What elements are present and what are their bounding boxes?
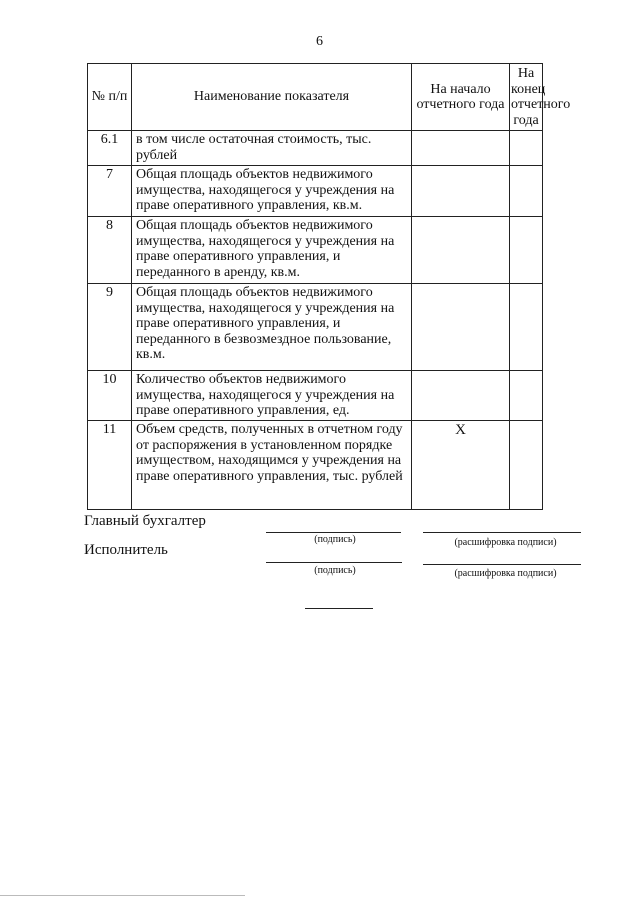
row-name: Общая площадь объектов недвижимого имущества, находящегося у учреждения на праве оперативного управления, кв.м. (132, 166, 412, 217)
executor-decoding-line (423, 564, 581, 565)
row-end-value (510, 371, 543, 421)
chief-accountant-decoding-line (423, 532, 581, 533)
chief-accountant-label: Главный бухгалтер (84, 513, 206, 529)
row-end-value (510, 421, 543, 510)
header-name: Наименование показателя (132, 64, 412, 131)
table-row (88, 166, 543, 217)
end-divider (305, 608, 373, 609)
executor-decoding-caption: (расшифровка подписи) (454, 568, 557, 579)
bottom-rule (0, 895, 245, 896)
row-end-value (510, 217, 543, 284)
header-end: На конец отчетного года (510, 64, 543, 131)
table-header-row (88, 64, 543, 131)
row-num: 6.1 (88, 131, 132, 166)
row-name: Объем средств, полученных в отчетном году от распоряжения в установленном порядке имуществом, находящимся у учреждения на праве оперативного управления, тыс. рублей (132, 421, 412, 510)
row-start-value (412, 371, 510, 421)
row-num: 9 (88, 284, 132, 371)
table-row (88, 421, 543, 510)
page-number: 6 (316, 34, 323, 49)
row-name: Общая площадь объектов недвижимого имущества, находящегося у учреждения на праве оперативного управления, и переданного в аренду, кв.м. (132, 217, 412, 284)
row-num: 11 (88, 421, 132, 510)
header-num: № п/п (88, 64, 132, 131)
row-name: Количество объектов недвижимого имущества, находящегося у учреждения на праве оперативного управления, ед. (132, 371, 412, 421)
chief-accountant-signature-line (266, 532, 401, 533)
header-start: На начало отчетного года (412, 64, 510, 131)
table-row (88, 217, 543, 284)
chief-accountant-decoding-caption: (расшифровка подписи) (454, 537, 557, 548)
row-name: Общая площадь объектов недвижимого имущества, находящегося у учреждения на праве оперативного управления, и переданного в безвозмездное пользование, кв.м. (132, 284, 412, 371)
row-start-value: X (412, 421, 510, 510)
row-num: 8 (88, 217, 132, 284)
row-start-value (412, 217, 510, 284)
row-end-value (510, 131, 543, 166)
table-row (88, 284, 543, 371)
row-name: в том числе остаточная стоимость, тыс. рублей (132, 131, 412, 166)
row-num: 10 (88, 371, 132, 421)
executor-label: Исполнитель (84, 542, 168, 558)
row-end-value (510, 284, 543, 371)
row-num: 7 (88, 166, 132, 217)
row-start-value (412, 166, 510, 217)
report-table (87, 63, 571, 510)
row-start-value (412, 284, 510, 371)
row-end-value (510, 166, 543, 217)
chief-accountant-signature-caption: (подпись) (314, 534, 356, 545)
table-row (88, 371, 543, 421)
row-start-value (412, 131, 510, 166)
executor-signature-line (266, 562, 402, 563)
table-row (88, 131, 543, 166)
executor-signature-caption: (подпись) (314, 565, 356, 576)
